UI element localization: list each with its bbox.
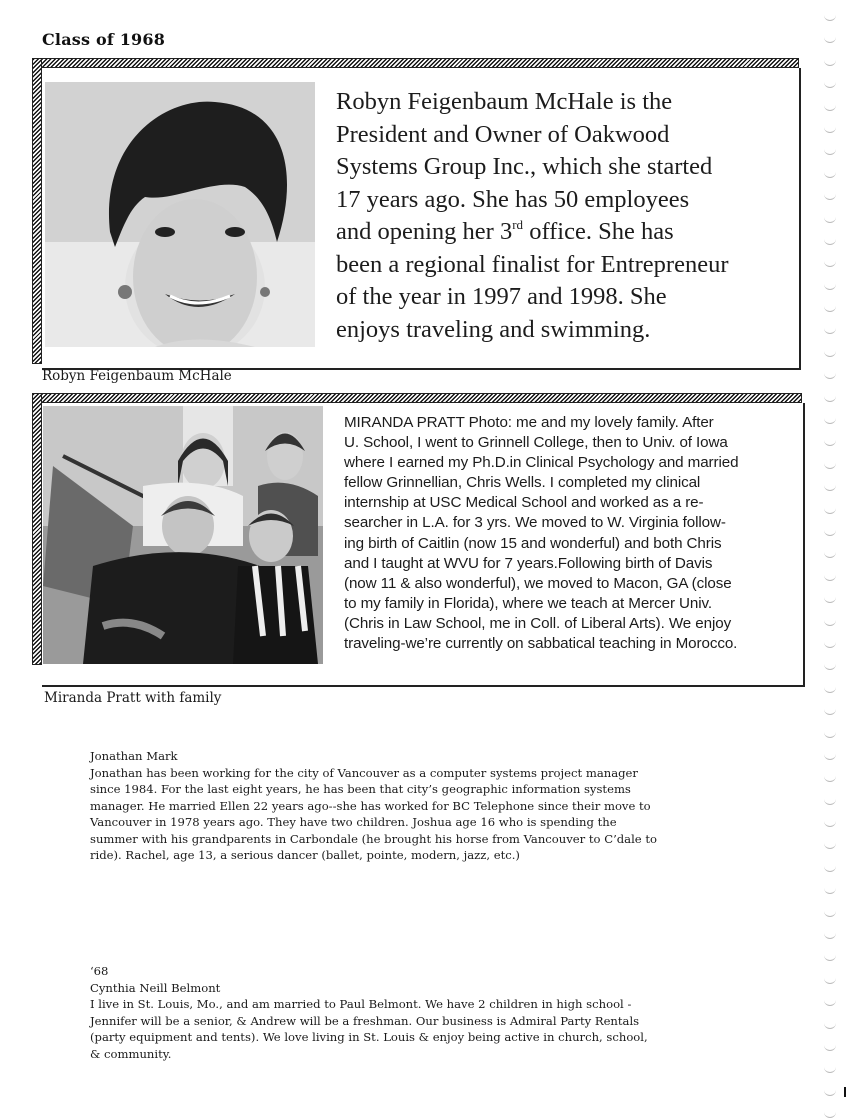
binding-hole-icon	[824, 549, 836, 558]
bio-line: ing birth of Caitlin (now 15 and wonderful) and both Chris	[344, 534, 722, 552]
binding-hole-icon	[824, 258, 836, 267]
bio-line: to my family in Florida), where we teach at Mercer Univ.	[344, 594, 713, 612]
binding-hole-icon	[824, 191, 836, 200]
entry-line: summer with his grandparents in Carbondale (he brought his horse from Vancouver to C’dale to	[90, 831, 657, 846]
entry-line: Vancouver in 1978 years ago. They have two children. Joshua age 16 who is spending the	[90, 815, 617, 829]
binding-hole-icon	[824, 437, 836, 446]
binding-hole-icon	[824, 169, 836, 178]
entry-cynthia-belmont	[90, 963, 790, 1062]
binding-hole-icon	[824, 594, 836, 603]
bio-text	[336, 86, 796, 342]
binding-hole-icon	[824, 729, 836, 738]
frame-hatch-left	[32, 393, 42, 665]
portrait-image-icon	[45, 82, 315, 347]
binding-hole-icon	[824, 303, 836, 312]
photo-caption: Miranda Pratt with family	[44, 690, 222, 706]
binding-hole-icon	[824, 415, 836, 424]
binding-hole-icon	[824, 102, 836, 111]
bio-line: Systems Group Inc., which she started	[336, 153, 713, 180]
bio-line: where I earned my Ph.D.in Clinical Psychology and married	[344, 454, 739, 472]
binding-hole-icon	[824, 527, 836, 536]
bio-line: President and Owner of Oakwood	[336, 120, 670, 148]
entry-line: & community.	[90, 1046, 172, 1061]
entry-line: ride). Rachel, age 13, a serious dancer (ballet, pointe, modern, jazz, etc.)	[90, 848, 520, 862]
binding-hole-icon	[824, 639, 836, 648]
entry-name: Cynthia Neill Belmont	[90, 980, 221, 995]
binding-hole-icon	[824, 572, 836, 581]
binding-hole-icon	[824, 908, 836, 917]
frame-hatch-top	[32, 58, 799, 68]
binding-hole-icon	[824, 661, 836, 670]
entry-line: I live in St. Louis, Mo., and am married to Paul Belmont. We have 2 children in high school -	[90, 997, 632, 1011]
binding-hole-icon	[824, 796, 836, 805]
binding-hole-icon	[824, 236, 836, 245]
binding-hole-icon	[824, 482, 836, 491]
family-photo	[43, 406, 323, 664]
binding-holes	[824, 12, 838, 1092]
binding-hole-icon	[824, 57, 836, 66]
binding-hole-icon	[824, 1109, 836, 1118]
bio-line: been a regional finalist for Entrepreneur	[336, 250, 729, 278]
entry-line: (party equipment and tents). We love living in St. Louis & enjoy being active in church, school,	[90, 1030, 648, 1044]
binding-hole-icon	[824, 684, 836, 693]
bio-text-segment: office. She has	[523, 218, 674, 245]
entry-line: manager. He married Ellen 22 years ago--she has worked for BC Telephone since their move to	[90, 798, 651, 813]
entry-name: Jonathan Mark	[90, 749, 178, 763]
bio-line: searcher in L.A. for 3 yrs. We moved to W. Virginia follow-	[344, 514, 726, 532]
bio-line: U. School, I went to Grinnell College, then to Univ. of Iowa	[344, 434, 728, 452]
entry-line: Jonathan has been working for the city of Vancouver as a computer systems project manager	[90, 765, 638, 780]
bio-text	[344, 413, 804, 654]
binding-hole-icon	[824, 952, 836, 961]
binding-hole-icon	[824, 997, 836, 1006]
binding-hole-icon	[824, 617, 836, 626]
binding-hole-icon	[824, 818, 836, 827]
bio-line: of the year in 1997 and 1998. She	[336, 283, 667, 310]
binding-hole-icon	[824, 348, 836, 357]
bio-line: internship at USC Medical School and worked as a re-	[344, 494, 704, 512]
binding-hole-icon	[824, 281, 836, 290]
binding-hole-icon	[824, 863, 836, 872]
page-title: Class of 1968	[42, 30, 166, 49]
binding-hole-icon	[824, 1087, 836, 1096]
binding-hole-icon	[824, 1064, 836, 1073]
binding-hole-icon	[824, 393, 836, 402]
binding-hole-icon	[824, 12, 836, 21]
entry-line: since 1984. For the last eight years, he has been that city’s geographic information systems	[90, 782, 631, 796]
family-image-icon	[43, 406, 323, 664]
bio-line: (Chris in Law School, me in Coll. of Liberal Arts). We enjoy	[344, 614, 732, 632]
bio-line: traveling-we’re currently on sabbatical teaching in Morocco.	[344, 635, 738, 653]
scan-mark	[844, 1087, 846, 1097]
bio-line: 17 years ago. She has 50 employees	[336, 185, 690, 213]
entry-jonathan-mark	[90, 748, 790, 864]
binding-hole-icon	[824, 773, 836, 782]
binding-hole-icon	[824, 214, 836, 223]
bio-line: and I taught at WVU for 7 years.Following birth of Davis	[344, 554, 713, 572]
binding-hole-icon	[824, 840, 836, 849]
binding-hole-icon	[824, 460, 836, 469]
portrait-photo	[45, 82, 315, 347]
binding-hole-icon	[824, 370, 836, 379]
bio-line: (now 11 & also wonderful), we moved to Macon, GA (close	[344, 574, 732, 592]
binding-hole-icon	[824, 1020, 836, 1029]
bio-line: Robyn Feigenbaum McHale is the	[336, 88, 673, 115]
binding-hole-icon	[824, 1042, 836, 1051]
photo-caption: Robyn Feigenbaum McHale	[42, 368, 232, 384]
binding-hole-icon	[824, 751, 836, 760]
bio-line: fellow Grinnellian, Chris Wells. I completed my clinical	[344, 474, 701, 492]
binding-hole-icon	[824, 325, 836, 334]
binding-hole-icon	[824, 885, 836, 894]
superscript: rd	[512, 217, 524, 232]
bio-line: enjoys traveling and swimming.	[336, 315, 651, 342]
binding-hole-icon	[824, 930, 836, 939]
binding-hole-icon	[824, 706, 836, 715]
binding-hole-icon	[824, 124, 836, 133]
bio-line: MIRANDA PRATT Photo: me and my lovely family. After	[344, 414, 714, 431]
frame-hatch-top	[32, 393, 802, 403]
binding-hole-icon	[824, 975, 836, 984]
binding-hole-icon	[824, 34, 836, 43]
bio-text-segment: and opening her 3	[336, 218, 513, 245]
binding-hole-icon	[824, 79, 836, 88]
bio-line	[336, 216, 796, 249]
binding-hole-icon	[824, 146, 836, 155]
entry-line: Jennifer will be a senior, & Andrew will be a freshman. Our business is Admiral Party Rentals	[90, 1013, 640, 1028]
frame-hatch-left	[32, 58, 42, 364]
binding-hole-icon	[824, 505, 836, 514]
entry-year-tag: ‘68	[90, 964, 109, 978]
